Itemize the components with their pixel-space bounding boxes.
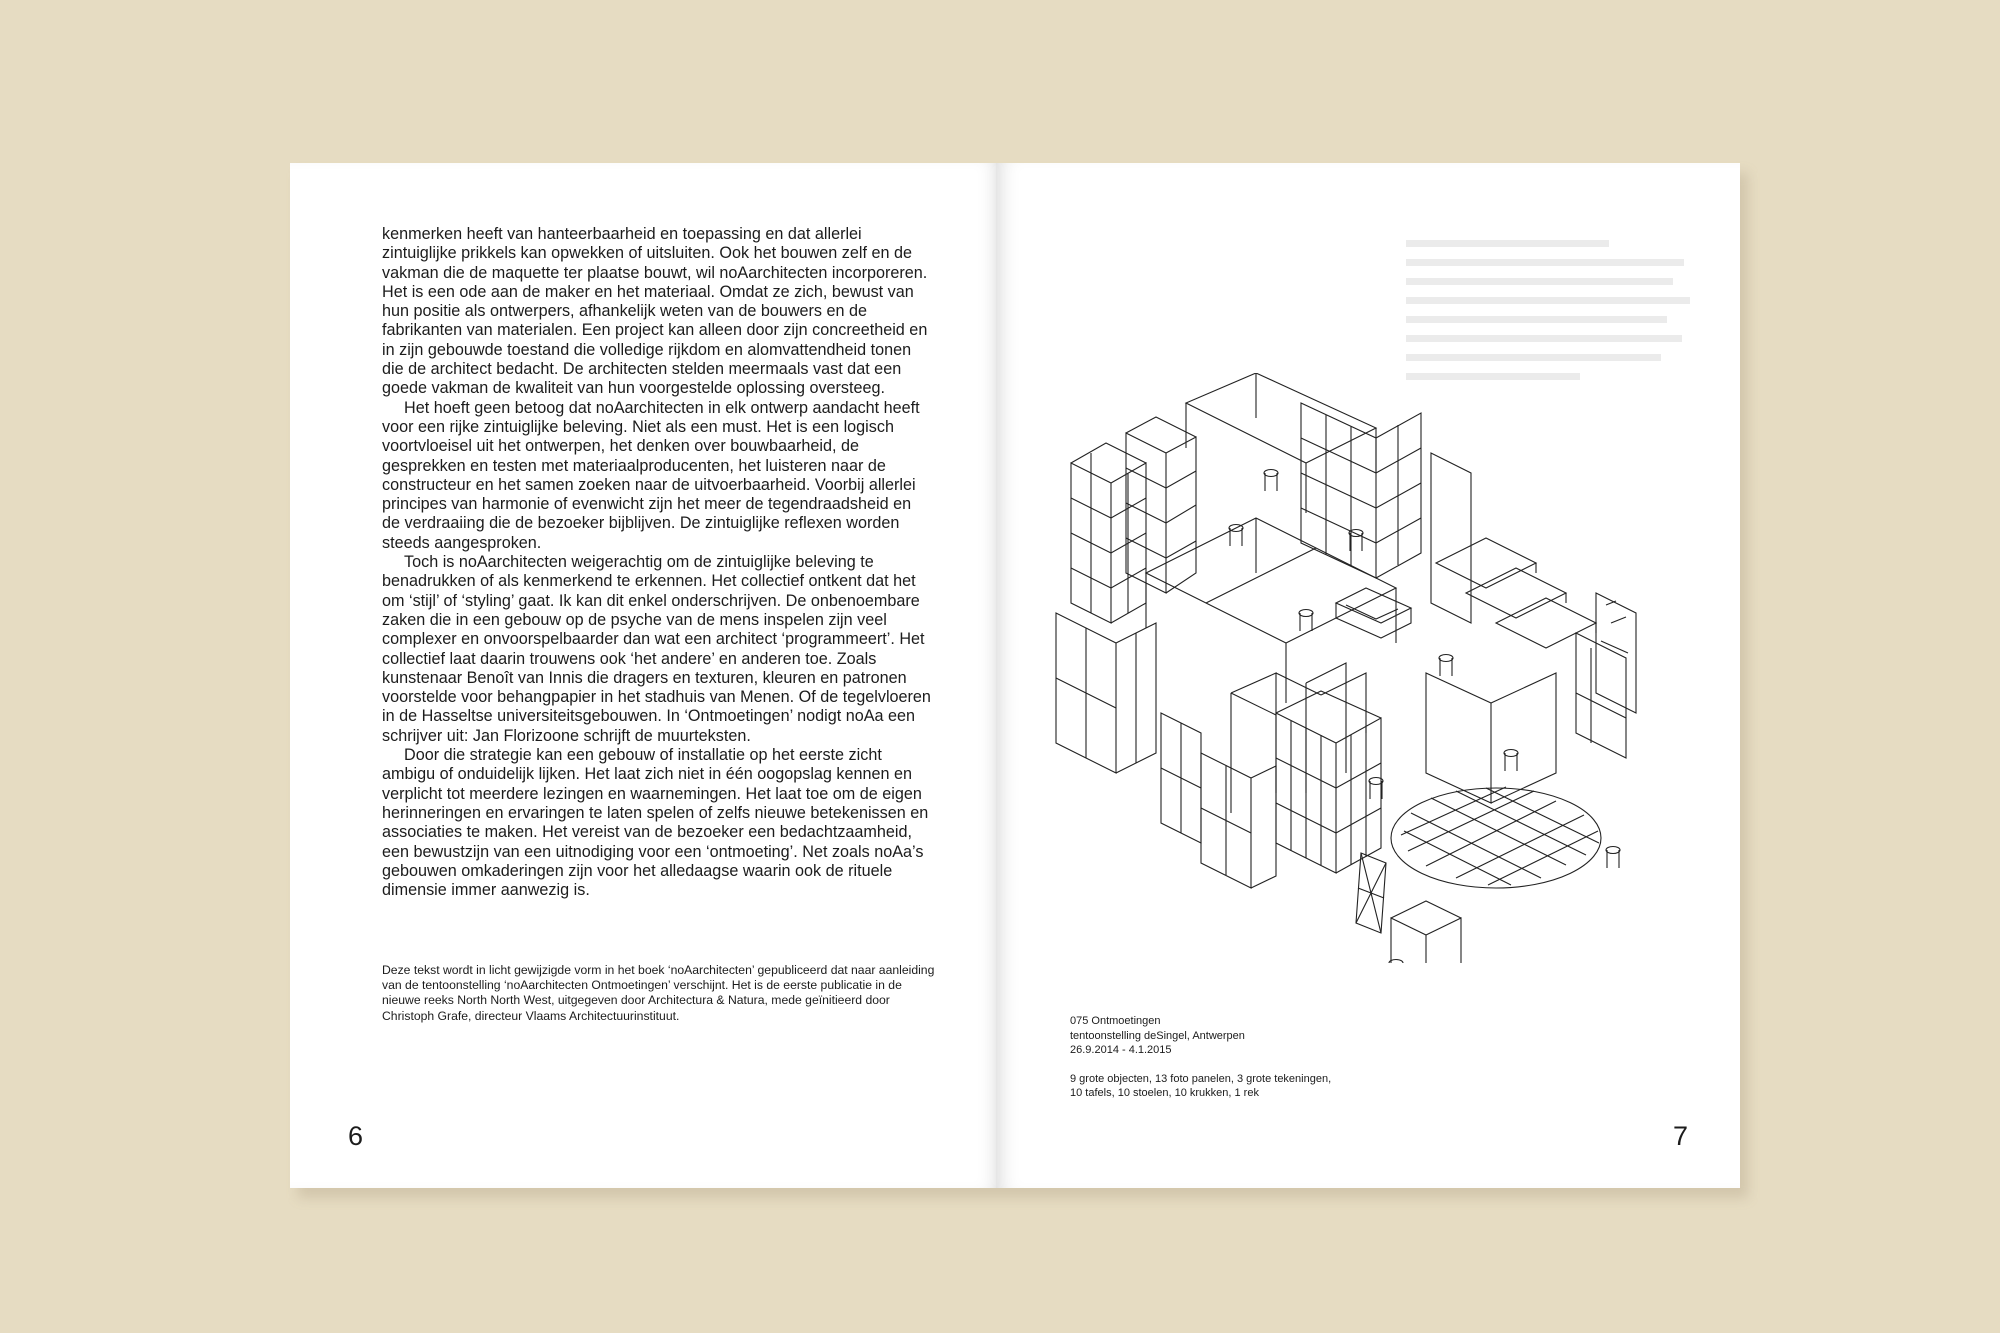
caption-venue: tentoonstelling deSingel, Antwerpen — [1070, 1029, 1245, 1042]
caption-contents-1: 9 grote objecten, 13 foto panelen, 3 grote tekeningen, — [1070, 1072, 1332, 1085]
pedestal — [1391, 901, 1461, 963]
paragraph-2: Het hoeft geen betoog dat noAarchitecten in elk ontwerp aandacht heeft voor een rijke zintuiglijke beleving. Niet als een must. Het is een logisch voortvloeisel uit het ontwerpen, het denken over bouwbaarheid, de gesprekken en testen met materiaalproducenten, het luisteren naar de constructeur en het samen zoeken naar de uitvoerbaarheid. Voorbij allerlei principes van harmonie of evenwicht zijn het meer de tegendraadsheid en de verdraaiing die de bezoeker bijblijven. De zintuiglijke reflexen worden steeds aangesproken. — [382, 398, 920, 552]
isometric-exhibition-drawing — [1036, 373, 1676, 963]
cage-structure — [1276, 691, 1381, 873]
page-number-right: 7 — [1672, 1121, 1688, 1151]
tall-panel — [1431, 453, 1471, 623]
paragraph-3: Toch is noAarchitecten weigerachtig om de zintuiglijke beleving te benadrukken of als kenmerkend te erkennen. Het collectief ontkent dat het om ‘stijl’ of ‘styling’ gaat. Ik kan dit enkel onderschrijven. De onbenoembare zaken die in een gebouw op de psyche van de mens inspelen zijn veel complexer en onvoorspelbaarder dan wat een architect ‘programmeert’. Het collectief laat daarin trouwens ook ‘het andere’ en anderen toe. Zoals kunstenaar Benoît van Innis die dragers en texturen, kleuren en patronen voorstelde voor behangpapier in het stadhuis van Menen. Of de tegelvloeren in de Hasseltse universiteitsgebouwen. In ‘Ontmoetingen’ nodigt noAa een schrijver uit: Jan Florizoone schrijft de muurteksten. — [382, 553, 931, 745]
folding-screens — [1426, 593, 1636, 803]
caption-dates: 26.9.2014 - 4.1.2015 — [1070, 1044, 1172, 1056]
stepped-platforms — [1436, 538, 1596, 648]
paragraph-1: kenmerken heeft van hanteerbaarheid en toepassing en dat allerlei zintuiglijke prikkels kan opwekken of uitsluiten. Ook het bouwen zelf en de vakman die de maquette ter plaatse bouwt, wil noAarchitecten incorporeren. Het is een ode aan de maker en het materiaal. Omdat ze zich, bewust van hun positie als ontwerpers, afhankelijk weten van de bouwers en de fabrikanten van materialen. Een project kan alleen door zijn concreetheid en in zijn gebouwde toestand die volledige rijkdom en alomvattendheid tonen die de architect bedacht. De architecten stelden meermaals vast dat een goede vakman de kwaliteit van hun voorgestelde oplossing oversteeg. — [382, 225, 928, 398]
shelving-unit-left — [1071, 443, 1146, 623]
window-panels-bottom — [1201, 753, 1276, 888]
show-through-text — [1406, 229, 1696, 392]
stools — [1229, 470, 1620, 964]
paragraph-4: Door die strategie kan een gebouw of installatie op het eerste zicht ambigu of onduidelijk lijken. Het laat zich niet in één oogopslag kennen en verplicht tot meerdere lezingen en waarnemingen. Het laat toe om de eigen herinneringen en ervaringen te laten spelen of zelfs nieuwe betekenissen en associaties te maken. Het vereist van de bezoeker een bedachtzaamheid, een bewustzijn van een uitnodiging voor een ‘ontmoeting’. Net zoals noAa’s gebouwen omkaderingen zijn voor het alledaagse waarin ook de rituele dimensie immer aanwezig is. — [382, 746, 929, 900]
grid-wall-right — [1301, 403, 1421, 578]
circular-floor — [1391, 787, 1601, 888]
planter-box — [1336, 588, 1411, 638]
open-booklet — [290, 163, 1740, 1188]
window-panels-left — [1056, 613, 1201, 843]
drawing-caption — [1070, 1014, 1390, 1101]
body-text — [382, 225, 932, 900]
publication-note: Deze tekst wordt in licht gewijzigde vorm in het boek ‘noAarchitecten’ gepubliceerd dat naar aanleiding van de tentoonstelling ‘noAarchitecten Ontmoetingen’ verschijnt. Het is de eerste publicatie in de nieuwe reeks North North West, uitgegeven door Architectura & Natura, mede geïnitieerd door Christoph Grafe, directeur Vlaams Architectuurinstituut. — [382, 963, 935, 1023]
caption-contents-2: 10 tafels, 10 stoelen, 10 krukken, 1 rek — [1070, 1087, 1259, 1099]
long-table — [1186, 373, 1376, 513]
page-number-left: 6 — [348, 1121, 364, 1151]
lattice-figure — [1356, 853, 1386, 933]
left-page — [290, 163, 1002, 1188]
right-page — [996, 163, 1740, 1188]
caption-title: 075 Ontmoetingen — [1070, 1015, 1161, 1027]
